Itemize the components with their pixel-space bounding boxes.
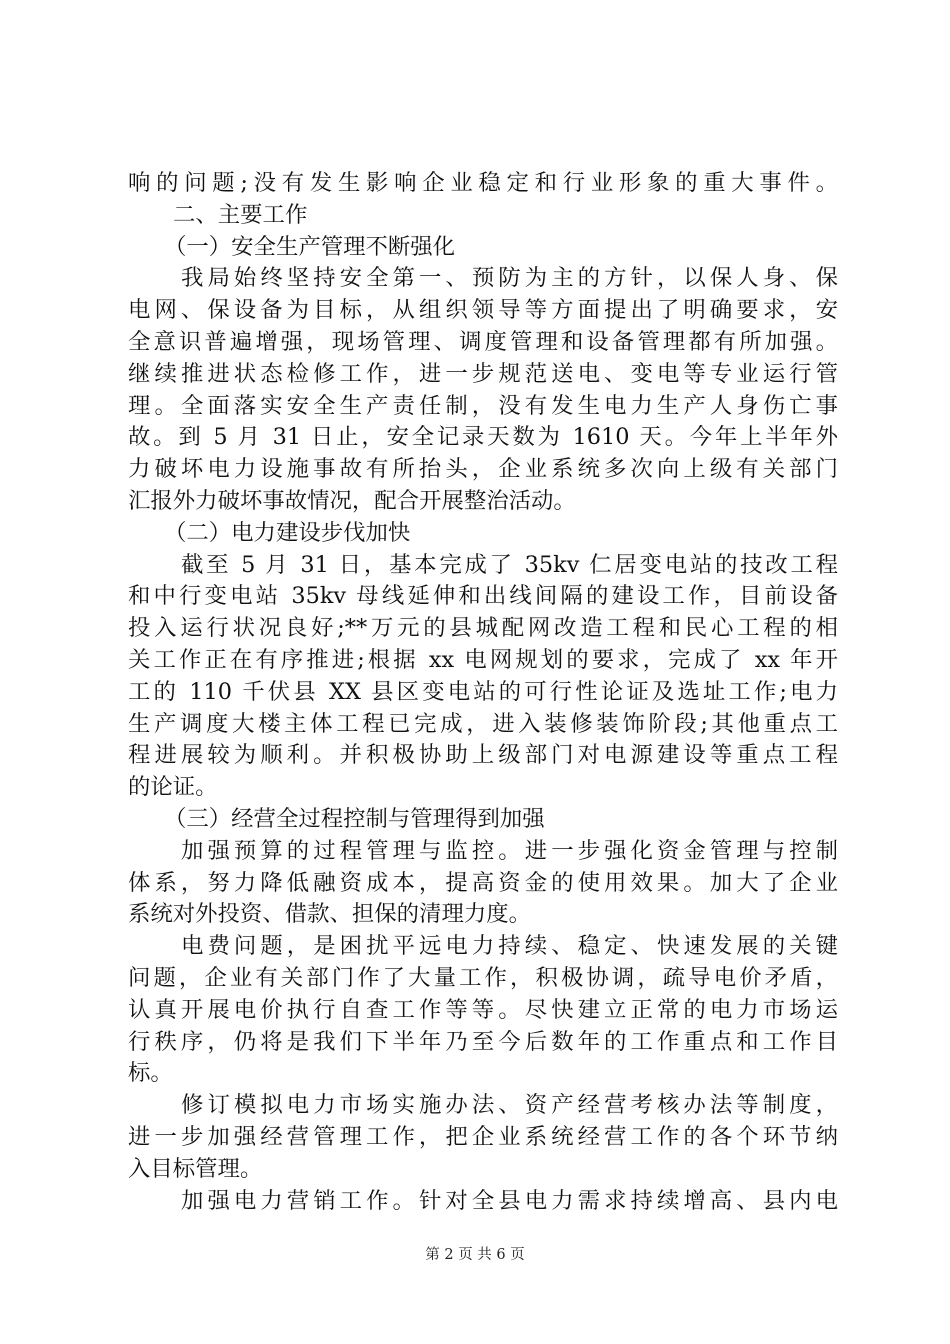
text-line: 体系，努力降低融资成本，提高资金的使用效果。加大了企业 <box>128 869 838 896</box>
text-line: 关工作正在有序推进;根据 xx 电网规划的要求，完成了 xx 年开 <box>128 646 838 673</box>
text-line: 标。 <box>128 1060 173 1087</box>
text-line: 加强电力营销工作。针对全县电力需求持续增高、县内电 <box>181 1187 838 1214</box>
text-line: 加强预算的过程管理与监控。进一步强化资金管理与控制 <box>181 837 838 864</box>
text-line: 行秩序，仍将是我们下半年乃至今后数年的工作重点和工作目 <box>128 1028 838 1055</box>
text-line: 故。到 5 月 31 日止，安全记录天数为 1610 天。今年上半年外 <box>128 424 838 451</box>
text-line: 系统对外投资、借款、担保的清理力度。 <box>128 901 532 928</box>
text-line: 继续推进状态检修工作，进一步规范送电、变电等专业运行管 <box>128 360 838 387</box>
text-line: 修订模拟电力市场实施办法、资产经营考核办法等制度， <box>181 1092 838 1119</box>
text-line: 认真开展电价执行自查工作等等。尽快建立正常的电力市场运 <box>128 996 838 1023</box>
text-line: 截至 5 月 31 日，基本完成了 35kv 仁居变电站的技改工程 <box>181 551 838 578</box>
subsection-heading: （二）电力建设步伐加快 <box>164 519 411 546</box>
text-line: 工的 110 千伏县 XX 县区变电站的可行性论证及选址工作;电力 <box>128 678 838 705</box>
text-line: 电费问题，是困扰平远电力持续、稳定、快速发展的关键 <box>181 933 838 960</box>
text-line: 生产调度大楼主体工程已完成，进入装修装饰阶段;其他重点工 <box>128 710 838 737</box>
text-line: 入目标管理。 <box>128 1155 263 1182</box>
text-line: 的论证。 <box>128 774 218 801</box>
text-line: 响的问题;没有发生影响企业稳定和行业形象的重大事件。 <box>128 170 838 196</box>
subsection-heading: （一）安全生产管理不断强化 <box>164 233 456 260</box>
document-body <box>128 168 838 1217</box>
text-line: 电网、保设备为目标，从组织领导等方面提出了明确要求，安 <box>128 297 838 324</box>
text-line: 和中行变电站 35kv 母线延伸和出线间隔的建设工作，目前设备 <box>128 583 838 610</box>
text-line: 理。全面落实安全生产责任制，没有发生电力生产人身伤亡事 <box>128 392 838 419</box>
text-line: 投入运行状况良好;**万元的县城配网改造工程和民心工程的相 <box>128 615 838 642</box>
text-line: 力破坏电力设施事故有所抬头，企业系统多次向上级有关部门 <box>128 456 838 483</box>
page-number-footer: 第 2 页 共 6 页 <box>425 1247 525 1263</box>
text-line: 汇报外力破坏事故情况，配合开展整治活动。 <box>128 487 576 514</box>
text-line: 全意识普遍增强，现场管理、调度管理和设备管理都有所加强。 <box>128 328 838 355</box>
text-line: 我局始终坚持安全第一、预防为主的方针，以保人身、保 <box>181 265 838 292</box>
text-line: 进一步加强经营管理工作，把企业系统经营工作的各个环节纳 <box>128 1123 838 1150</box>
text-line: 程进展较为顺利。并积极协助上级部门对电源建设等重点工程 <box>128 742 838 769</box>
text-line: 问题，企业有关部门作了大量工作，积极协调，疏导电价矛盾， <box>128 964 838 991</box>
subsection-heading: （三）经营全过程控制与管理得到加强 <box>164 805 545 832</box>
section-heading: 二、主要工作 <box>173 201 308 228</box>
